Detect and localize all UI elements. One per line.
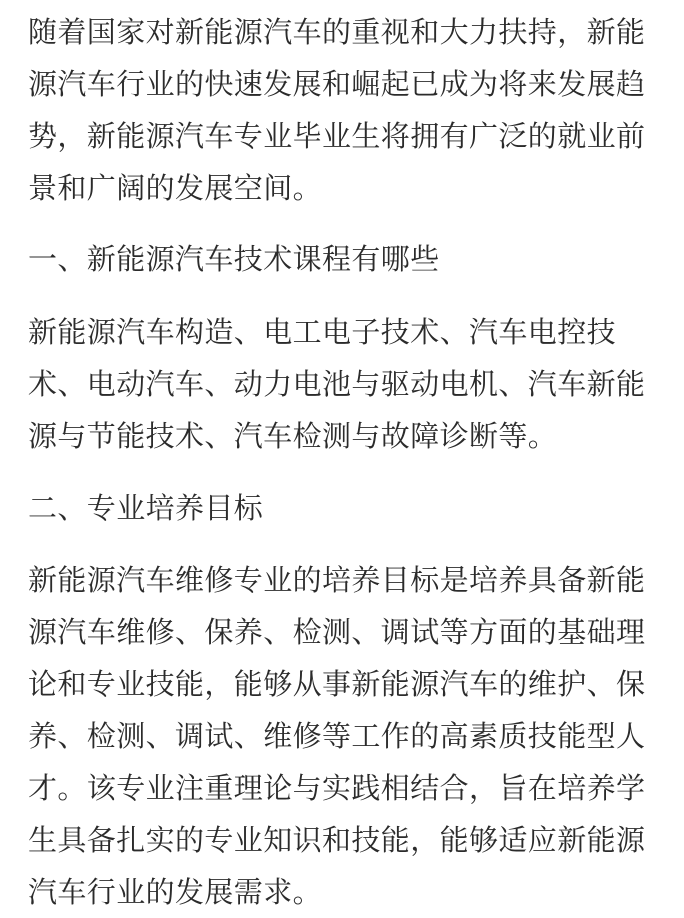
courses-paragraph: 新能源汽车构造、电工电子技术、汽车电控技术、电动汽车、动力电池与驱动电机、汽车新能源与节能技术、汽车检测与故障诊断等。 xyxy=(28,315,646,453)
section-heading-courses: 一、新能源汽车技术课程有哪些 xyxy=(28,242,440,276)
goals-paragraph: 新能源汽车维修专业的培养目标是培养具备新能源汽车维修、保养、检测、调试等方面的基础理论和专业技能，能够从事新能源汽车的维护、保养、检测、调试、维修等工作的高素质技能型人才。该专业注重理论与实践相结合，旨在培养学生具备扎实的专业知识和技能，能够适应新能源汽车行业的发展需求。 xyxy=(28,563,646,909)
section-heading-goals: 二、专业培养目标 xyxy=(28,491,264,525)
intro-paragraph: 随着国家对新能源汽车的重视和大力扶持，新能源汽车行业的快速发展和崛起已成为将来发展趋势，新能源汽车专业毕业生将拥有广泛的就业前景和广阔的发展空间。 xyxy=(28,15,646,205)
